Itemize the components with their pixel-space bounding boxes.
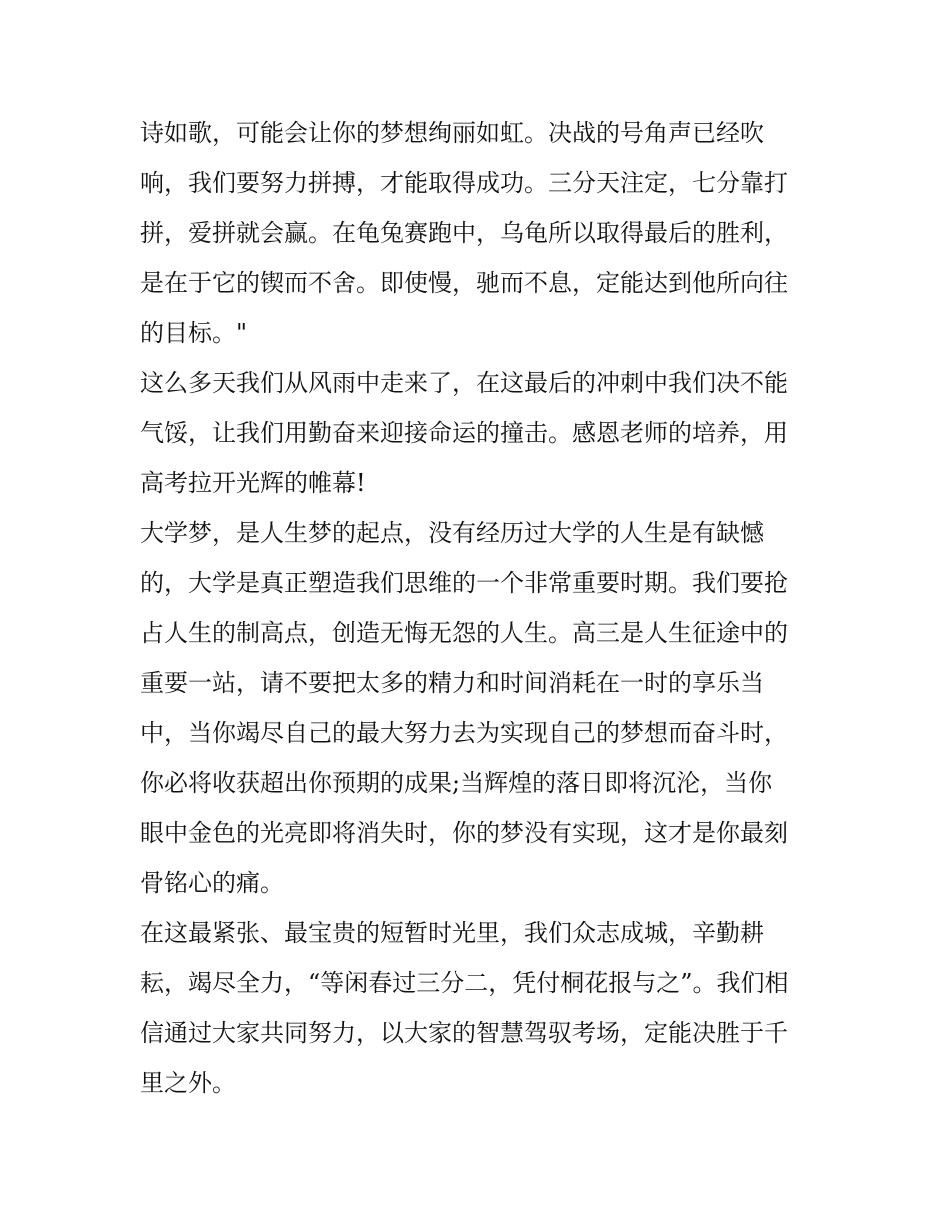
- text-line: 的目标。": [140, 319, 248, 347]
- text-line: 中，当你竭尽自己的最大努力去为实现自己的梦想而奋斗时，: [140, 719, 788, 747]
- text-line: 这么多天我们从风雨中走来了，在这最后的冲刺中我们决不能: [140, 369, 788, 397]
- text-line: 诗如歌，可能会让你的梦想绚丽如虹。决战的号角声已经吹: [140, 119, 764, 147]
- text-line: 重要一站，请不要把太多的精力和时间消耗在一时的享乐当: [140, 669, 764, 697]
- paragraph-2: [140, 358, 820, 508]
- text-line: 信通过大家共同努力，以大家的智慧驾驭考场，定能决胜于千: [140, 1019, 788, 1047]
- text-line: 里之外。: [140, 1069, 236, 1097]
- paragraph-1: [140, 108, 820, 358]
- text-line: 骨铭心的痛。: [140, 869, 284, 897]
- paragraph-4: [140, 908, 820, 1108]
- text-line: 在这最紧张、最宝贵的短暂时光里，我们众志成城，辛勤耕: [140, 919, 764, 947]
- text-line: 耘，竭尽全力，“等闲春过三分二，凭付桐花报与之”。我们相: [140, 969, 789, 997]
- text-line: 的，大学是真正塑造我们思维的一个非常重要时期。我们要抢: [140, 569, 788, 597]
- text-line: 拼，爱拼就会赢。在龟兔赛跑中，乌龟所以取得最后的胜利，: [140, 219, 788, 247]
- text-line: 你必将收获超出你预期的成果;当辉煌的落日即将沉沦，当你: [140, 769, 773, 797]
- text-line: 大学梦，是人生梦的起点，没有经历过大学的人生是有缺憾: [140, 519, 764, 547]
- text-line: 是在于它的锲而不舍。即使慢，驰而不息，定能达到他所向往: [140, 269, 788, 297]
- text-line: 占人生的制高点，创造无悔无怨的人生。高三是人生征途中的: [140, 619, 788, 647]
- text-line: 响，我们要努力拼搏，才能取得成功。三分天注定，七分靠打: [140, 169, 788, 197]
- text-line: 气馁，让我们用勤奋来迎接命运的撞击。感恩老师的培养，用: [140, 419, 788, 447]
- paragraph-3: [140, 508, 820, 908]
- document-body: [140, 108, 820, 1108]
- text-line: 眼中金色的光亮即将消失时，你的梦没有实现，这才是你最刻: [140, 819, 788, 847]
- text-line: 高考拉开光辉的帷幕!: [140, 469, 366, 497]
